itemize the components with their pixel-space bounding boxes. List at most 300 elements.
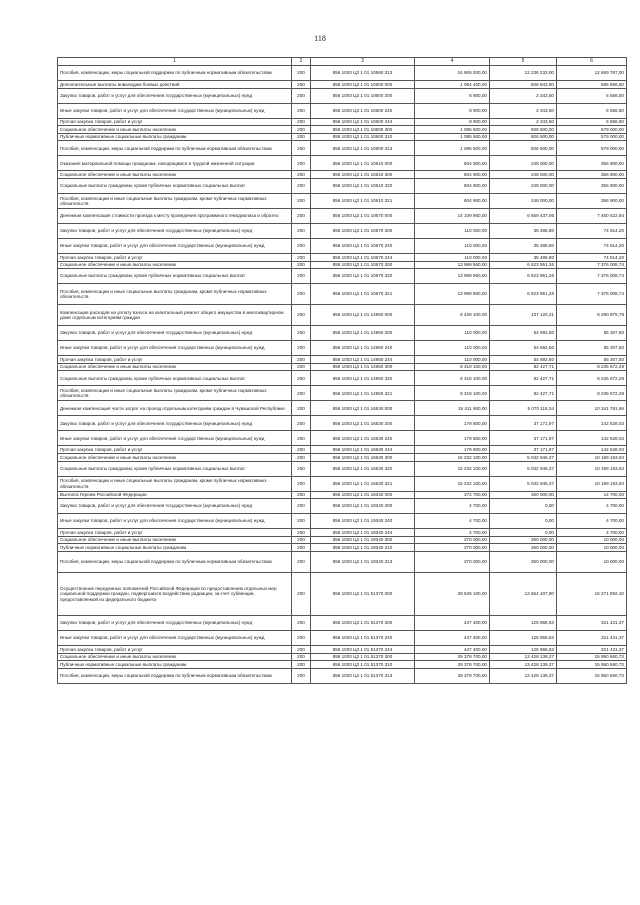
row-approved-amount-cell: 604 900,00 [415,156,490,171]
row-unexecuted-amount-cell: 321 431,37 [557,645,627,653]
row-name-cell: Пособия, компенсации и иные социальные выплаты гражданам, кроме публичных нормативных обязательств [58,386,292,401]
row-approved-amount-cell: 8 900,00 [415,88,490,103]
row-unexecuted-amount-cell: 142 628,03 [557,446,627,454]
row-classification-code-cell: 856 1003 Ц3 1 01 14950 200 [311,326,415,341]
row-executed-amount-cell: 2 343,50 [490,103,557,118]
table-row [58,371,627,386]
table-row [58,615,627,630]
row-classification-code-cell: 856 1003 Ц3 1 01 14950 320 [311,371,415,386]
table-row [58,356,627,364]
row-name-cell: Денежная компенсация стоимости проезда к месту проведения программного гемодиализа и обратно [58,208,292,223]
row-code-cell: 200 [292,118,311,126]
row-unexecuted-amount-cell: 7 450 522,94 [557,208,627,223]
row-classification-code-cell: 856 1003 Ц3 1 01 10670 321 [311,284,415,305]
table-row [58,363,627,371]
row-classification-code-cell: 856 1003 Ц3 1 01 10610 321 [311,193,415,208]
row-unexecuted-amount-cell: 4 700,00 [557,514,627,529]
row-executed-amount-cell: 6 623 951,26 [490,261,557,269]
row-approved-amount-cell: 1 085 500,00 [415,141,490,156]
row-name-cell: Прочая закупка товаров, работ и услуг [58,356,292,364]
row-code-cell: 200 [292,133,311,141]
row-code-cell: 200 [292,103,311,118]
row-classification-code-cell: 856 1003 Ц3 1 01 10670 000 [311,208,415,223]
row-unexecuted-amount-cell: 15 950 560,73 [557,661,627,669]
row-unexecuted-amount-cell: 74 514,20 [557,223,627,238]
row-unexecuted-amount-cell: 8 235 672,29 [557,363,627,371]
row-name-cell: Пособия, компенсации, меры социальной поддержки по публичным нормативным обязательствам [58,141,292,156]
row-unexecuted-amount-cell: 55 307,50 [557,326,627,341]
table-row [58,193,627,208]
row-classification-code-cell: 856 1003 Ц3 1 01 16530 320 [311,461,415,476]
row-name-cell: Иные закупки товаров, работ и услуг для обеспечения государственных (муниципальных) нужд [58,103,292,118]
row-executed-amount-cell: 2 343,50 [490,88,557,103]
table-row [58,88,627,103]
table-row [58,551,627,572]
row-code-cell: 200 [292,491,311,499]
row-classification-code-cell: 856 1003 Ц3 1 01 14950 321 [311,386,415,401]
row-executed-amount-cell: 6 623 951,26 [490,284,557,305]
table-row [58,141,627,156]
row-executed-amount-cell: 360 000,00 [490,544,557,552]
row-classification-code-cell: 856 1003 Ц3 1 01 19340 000 [311,491,415,499]
row-name-cell: Закупка товаров, работ и услуг для обеспечения государственных (муниципальных) нужд [58,223,292,238]
row-executed-amount-cell: 13 428 139,27 [490,653,557,661]
row-code-cell: 200 [292,363,311,371]
table-row [58,261,627,269]
row-executed-amount-cell: 82 427,71 [490,386,557,401]
row-approved-amount-cell: 1 085 500,00 [415,126,490,134]
row-approved-amount-cell: 14 109 960,00 [415,208,490,223]
row-code-cell: 200 [292,476,311,491]
row-approved-amount-cell: 179 800,00 [415,431,490,446]
row-classification-code-cell: 856 1003 Ц3 1 01 19340 300 [311,536,415,544]
table-row [58,171,627,179]
row-name-cell: Социальное обеспечение и иные выплаты населению [58,536,292,544]
column-header: 6 [557,58,627,66]
row-unexecuted-amount-cell: 6 556,50 [557,118,627,126]
row-approved-amount-cell: 8 318 100,00 [415,386,490,401]
row-name-cell: Социальные выплаты гражданам, кроме публичных нормативных социальных выплат [58,178,292,193]
row-unexecuted-amount-cell: 8 290 979,79 [557,305,627,326]
table-row [58,416,627,431]
row-name-cell: Закупка товаров, работ и услуг для обеспечения государственных (муниципальных) нужд [58,326,292,341]
row-classification-code-cell: 856 1003 Ц3 1 01 51370 244 [311,645,415,653]
row-executed-amount-cell: 82 427,71 [490,363,557,371]
row-name-cell: Иные закупки товаров, работ и услуг для обеспечения государственных (муниципальных) нужд [58,431,292,446]
row-unexecuted-amount-cell: 55 307,50 [557,356,627,364]
row-name-cell: Осуществление переданных полномочий Российской Федерации по предоставлению отдельных мер социальной поддержки граждан, подвергшихся воздействию радиации, за счет субвенции, предоставляемой из федерального бюджета [58,572,292,615]
table-row [58,491,627,499]
row-approved-amount-cell: 4 700,00 [415,499,490,514]
row-unexecuted-amount-cell: 8 235 672,29 [557,371,627,386]
table-row [58,386,627,401]
row-code-cell: 200 [292,284,311,305]
row-executed-amount-cell: 6 659 437,06 [490,208,557,223]
table-row [58,668,627,683]
column-header: 3 [311,58,415,66]
row-executed-amount-cell: 125 968,63 [490,615,557,630]
table-row [58,208,627,223]
row-executed-amount-cell: 506 500,00 [490,133,557,141]
row-name-cell: Прочая закупка товаров, работ и услуг [58,446,292,454]
row-executed-amount-cell: 0,00 [490,529,557,537]
row-classification-code-cell: 856 1003 Ц3 1 01 19340 313 [311,551,415,572]
row-code-cell: 200 [292,431,311,446]
row-classification-code-cell: 856 1003 Ц3 1 01 14950 300 [311,363,415,371]
row-name-cell: Денежная компенсация части затрат на проезд отдельным категориям граждан в Чувашской Республике [58,401,292,416]
table-row [58,536,627,544]
row-classification-code-cell: 856 1003 Ц3 1 01 10600 310 [311,133,415,141]
row-executed-amount-cell: 137 120,21 [490,305,557,326]
row-code-cell: 200 [292,193,311,208]
row-classification-code-cell: 856 1003 Ц3 1 01 51370 300 [311,653,415,661]
row-name-cell: Социальные выплаты гражданам, кроме публичных нормативных социальных выплат [58,269,292,284]
row-name-cell: Закупка товаров, работ и услуг для обеспечения государственных (муниципальных) нужд [58,88,292,103]
row-executed-amount-cell: 506 500,00 [490,141,557,156]
row-approved-amount-cell: 29 378 700,00 [415,653,490,661]
row-approved-amount-cell: 447 400,00 [415,630,490,645]
row-unexecuted-amount-cell: 10 000,00 [557,536,627,544]
row-code-cell: 200 [292,156,311,171]
row-unexecuted-amount-cell: 15 950 560,73 [557,653,627,661]
row-code-cell: 200 [292,401,311,416]
row-name-cell: Дополнительные выплаты инвалидам боевых действий [58,81,292,89]
row-approved-amount-cell: 110 000,00 [415,223,490,238]
row-name-cell: Прочая закупка товаров, работ и услуг [58,529,292,537]
row-classification-code-cell: 856 1003 Ц3 1 01 10600 313 [311,141,415,156]
row-executed-amount-cell: 13 428 139,27 [490,661,557,669]
row-code-cell: 200 [292,305,311,326]
row-approved-amount-cell: 4 700,00 [415,514,490,529]
row-unexecuted-amount-cell: 14 700,00 [557,491,627,499]
row-code-cell: 200 [292,208,311,223]
row-classification-code-cell: 856 1003 Ц3 1 01 10600 200 [311,88,415,103]
row-name-cell: Пособия, компенсации и иные социальные выплаты гражданам, кроме публичных нормативных обязательств [58,284,292,305]
row-approved-amount-cell: 29 378 700,00 [415,661,490,669]
row-unexecuted-amount-cell: 6 556,50 [557,88,627,103]
row-approved-amount-cell: 4 700,00 [415,529,490,537]
row-code-cell: 200 [292,141,311,156]
row-executed-amount-cell: 54 692,50 [490,341,557,356]
row-classification-code-cell: 856 1003 Ц3 1 01 10670 320 [311,269,415,284]
row-classification-code-cell: 856 1003 Ц3 1 01 14950 240 [311,341,415,356]
row-executed-amount-cell: 248 000,00 [490,156,557,171]
row-approved-amount-cell: 15 232 100,00 [415,476,490,491]
row-unexecuted-amount-cell: 10 199 153,63 [557,461,627,476]
row-unexecuted-amount-cell: 7 376 008,74 [557,261,627,269]
row-name-cell: Иные закупки товаров, работ и услуг для обеспечения государственных (муниципальных) нужд [58,238,292,253]
row-executed-amount-cell: 248 000,00 [490,193,557,208]
row-unexecuted-amount-cell: 10 341 781,66 [557,401,627,416]
row-code-cell: 200 [292,238,311,253]
row-approved-amount-cell: 110 000,00 [415,341,490,356]
row-executed-amount-cell: 2 343,50 [490,118,557,126]
budget-table [57,57,627,684]
row-executed-amount-cell: 125 968,63 [490,630,557,645]
row-code-cell: 200 [292,453,311,461]
row-approved-amount-cell: 370 000,00 [415,536,490,544]
row-code-cell: 200 [292,461,311,476]
row-executed-amount-cell: 248 000,00 [490,171,557,179]
row-name-cell: Публичные нормативные социальные выплаты гражданам [58,661,292,669]
row-approved-amount-cell: 15 232 100,00 [415,453,490,461]
row-code-cell: 200 [292,572,311,615]
row-approved-amount-cell: 447 400,00 [415,615,490,630]
row-executed-amount-cell: 35 485,80 [490,238,557,253]
row-code-cell: 200 [292,653,311,661]
table-row [58,514,627,529]
row-name-cell: Компенсация расходов на уплату взноса на капитальный ремонт общего имущества в многоквартирном доме отдельным категориям граждан [58,305,292,326]
table-row [58,630,627,645]
row-code-cell: 200 [292,630,311,645]
row-unexecuted-amount-cell: 10 000,00 [557,551,627,572]
row-unexecuted-amount-cell: 74 514,20 [557,253,627,261]
table-row [58,661,627,669]
row-name-cell: Пособия, компенсации, меры социальной поддержки по публичным нормативным обязательствам [58,668,292,683]
table-row [58,223,627,238]
row-name-cell: Иные закупки товаров, работ и услуг для обеспечения государственных (муниципальных) нужд [58,514,292,529]
row-classification-code-cell: 856 1003 Ц3 1 01 16530 200 [311,416,415,431]
row-classification-code-cell: 856 1003 Ц3 1 01 19340 244 [311,529,415,537]
table-row [58,66,627,81]
table-row [58,341,627,356]
row-name-cell: Пособия, компенсации и иные социальные выплаты гражданам, кроме публичных нормативных обязательств [58,193,292,208]
row-approved-amount-cell: 13 999 960,00 [415,261,490,269]
row-classification-code-cell: 856 1003 Ц3 1 01 51370 200 [311,615,415,630]
row-name-cell: Социальные выплаты гражданам, кроме публичных нормативных социальных выплат [58,371,292,386]
row-unexecuted-amount-cell: 579 000,00 [557,133,627,141]
row-executed-amount-cell: 508 843,50 [490,81,557,89]
table-row [58,645,627,653]
row-code-cell: 200 [292,371,311,386]
row-approved-amount-cell: 8 428 100,00 [415,305,490,326]
table-row [58,253,627,261]
row-code-cell: 200 [292,356,311,364]
row-unexecuted-amount-cell: 356 900,00 [557,171,627,179]
row-code-cell: 200 [292,668,311,683]
row-classification-code-cell: 856 1003 Ц3 1 01 14950 000 [311,305,415,326]
row-name-cell: Закупка товаров, работ и услуг для обеспечения государственных (муниципальных) нужд [58,499,292,514]
table-row [58,305,627,326]
row-executed-amount-cell: 5 070 118,34 [490,401,557,416]
row-unexecuted-amount-cell: 356 900,00 [557,178,627,193]
row-executed-amount-cell: 37 171,97 [490,416,557,431]
row-unexecuted-amount-cell: 579 000,00 [557,141,627,156]
row-unexecuted-amount-cell: 579 000,00 [557,126,627,134]
row-name-cell: Социальное обеспечение и иные выплаты населению [58,653,292,661]
row-unexecuted-amount-cell: 4 700,00 [557,529,627,537]
row-name-cell: Прочая закупка товаров, работ и услуг [58,645,292,653]
row-unexecuted-amount-cell: 15 950 560,73 [557,668,627,683]
table-row [58,544,627,552]
row-name-cell: Социальное обеспечение и иные выплаты населению [58,171,292,179]
row-code-cell: 200 [292,171,311,179]
table-row [58,156,627,171]
row-approved-amount-cell: 110 000,00 [415,326,490,341]
row-code-cell: 200 [292,386,311,401]
row-approved-amount-cell: 13 999 960,00 [415,269,490,284]
table-row [58,446,627,454]
row-code-cell: 200 [292,514,311,529]
row-code-cell: 200 [292,615,311,630]
table-row [58,499,627,514]
row-classification-code-cell: 856 1003 Ц3 1 01 16530 240 [311,431,415,446]
table-row [58,118,627,126]
row-unexecuted-amount-cell: 7 376 008,74 [557,284,627,305]
row-code-cell: 200 [292,126,311,134]
row-classification-code-cell: 856 1003 Ц3 1 01 10670 240 [311,238,415,253]
row-code-cell: 200 [292,536,311,544]
row-name-cell: Прочая закупка товаров, работ и услуг [58,253,292,261]
row-name-cell: Иные закупки товаров, работ и услуг для обеспечения государственных (муниципальных) нужд [58,630,292,645]
row-code-cell: 200 [292,341,311,356]
table-row [58,178,627,193]
column-header: 5 [490,58,557,66]
row-approved-amount-cell: 29 626 100,00 [415,572,490,615]
row-unexecuted-amount-cell: 356 900,00 [557,156,627,171]
row-executed-amount-cell: 125 968,63 [490,645,557,653]
row-classification-code-cell: 856 1003 Ц3 1 01 10600 244 [311,118,415,126]
table-body [58,66,627,684]
row-unexecuted-amount-cell: 142 628,03 [557,416,627,431]
row-code-cell: 200 [292,223,311,238]
row-classification-code-cell: 856 1003 Ц3 1 01 51370 313 [311,668,415,683]
row-name-cell: Социальное обеспечение и иные выплаты населению [58,261,292,269]
row-code-cell: 200 [292,551,311,572]
row-unexecuted-amount-cell: 321 431,37 [557,630,627,645]
row-code-cell: 200 [292,499,311,514]
row-name-cell: Закупка товаров, работ и услуг для обеспечения государственных (муниципальных) нужд [58,615,292,630]
column-number-row [58,58,627,66]
row-executed-amount-cell: 37 171,97 [490,431,557,446]
row-classification-code-cell: 856 1003 Ц3 1 01 51370 240 [311,630,415,645]
row-classification-code-cell: 856 1003 Ц3 1 01 16530 300 [311,453,415,461]
row-code-cell: 200 [292,645,311,653]
row-executed-amount-cell: 12 236 233,00 [490,66,557,81]
row-executed-amount-cell: 13 428 139,27 [490,668,557,683]
row-approved-amount-cell: 8 900,00 [415,103,490,118]
row-classification-code-cell: 856 1003 Ц3 1 01 10600 000 [311,81,415,89]
table-row [58,238,627,253]
row-classification-code-cell: 856 1003 Ц3 1 01 16530 244 [311,446,415,454]
row-code-cell: 200 [292,326,311,341]
row-unexecuted-amount-cell: 321 431,37 [557,615,627,630]
row-approved-amount-cell: 15 411 900,00 [415,401,490,416]
row-classification-code-cell: 856 1003 Ц3 1 01 14950 244 [311,356,415,364]
row-classification-code-cell: 856 1003 Ц3 1 01 10590 313 [311,66,415,81]
table-row [58,401,627,416]
row-approved-amount-cell: 179 800,00 [415,416,490,431]
row-approved-amount-cell: 604 900,00 [415,193,490,208]
row-executed-amount-cell: 5 032 946,37 [490,461,557,476]
row-unexecuted-amount-cell: 55 307,50 [557,341,627,356]
row-approved-amount-cell: 370 000,00 [415,544,490,552]
row-unexecuted-amount-cell: 10 000,00 [557,544,627,552]
row-executed-amount-cell: 360 000,00 [490,491,557,499]
row-approved-amount-cell: 604 900,00 [415,178,490,193]
row-name-cell: Публичные нормативные социальные выплаты гражданам [58,544,292,552]
row-classification-code-cell: 856 1003 Ц3 1 01 10610 320 [311,178,415,193]
row-approved-amount-cell: 374 700,00 [415,491,490,499]
row-executed-amount-cell: 13 554 107,90 [490,572,557,615]
table-row [58,461,627,476]
row-classification-code-cell: 856 1003 Ц3 1 01 10610 300 [311,171,415,179]
row-classification-code-cell: 856 1003 Ц3 1 01 19340 240 [311,514,415,529]
row-approved-amount-cell: 24 906 000,00 [415,66,490,81]
row-approved-amount-cell: 110 000,00 [415,356,490,364]
row-name-cell: Закупка товаров, работ и услуг для обеспечения государственных (муниципальных) нужд [58,416,292,431]
row-classification-code-cell: 856 1003 Ц3 1 01 10610 000 [311,156,415,171]
row-classification-code-cell: 856 1003 Ц3 1 01 16530 321 [311,476,415,491]
row-name-cell: Социальное обеспечение и иные выплаты населению [58,453,292,461]
row-unexecuted-amount-cell: 4 700,00 [557,499,627,514]
row-classification-code-cell: 856 1003 Ц3 1 01 51370 000 [311,572,415,615]
row-classification-code-cell: 856 1003 Ц3 1 01 10670 200 [311,223,415,238]
row-code-cell: 200 [292,661,311,669]
row-name-cell: Выплата Героям Российской Федерации [58,491,292,499]
row-unexecuted-amount-cell: 12 669 767,00 [557,66,627,81]
row-unexecuted-amount-cell: 585 556,50 [557,81,627,89]
row-code-cell: 200 [292,269,311,284]
row-unexecuted-amount-cell: 10 199 153,63 [557,476,627,491]
row-code-cell: 200 [292,66,311,81]
row-code-cell: 200 [292,253,311,261]
row-code-cell: 200 [292,529,311,537]
row-name-cell: Оказание материальной помощи гражданам, находящимся в трудной жизненной ситуации [58,156,292,171]
row-classification-code-cell: 856 1003 Ц3 1 01 10600 240 [311,103,415,118]
page-number: 118 [314,34,326,43]
table-row [58,103,627,118]
table-row [58,653,627,661]
row-classification-code-cell: 856 1003 Ц3 1 01 51370 310 [311,661,415,669]
column-header: 2 [292,58,311,66]
row-approved-amount-cell: 13 999 960,00 [415,284,490,305]
table-row [58,476,627,491]
row-executed-amount-cell: 5 032 946,37 [490,453,557,461]
row-code-cell: 200 [292,446,311,454]
row-code-cell: 200 [292,416,311,431]
table-row [58,269,627,284]
row-name-cell: Социальные выплаты гражданам, кроме публичных нормативных социальных выплат [58,461,292,476]
row-code-cell: 200 [292,88,311,103]
row-executed-amount-cell: 0,00 [490,514,557,529]
row-classification-code-cell: 856 1003 Ц3 1 01 10670 244 [311,253,415,261]
row-approved-amount-cell: 604 900,00 [415,171,490,179]
row-unexecuted-amount-cell: 6 556,50 [557,103,627,118]
row-name-cell: Пособия, компенсации, меры социальной поддержки по публичным нормативным обязательствам [58,551,292,572]
row-executed-amount-cell: 360 000,00 [490,551,557,572]
table-row [58,529,627,537]
row-approved-amount-cell: 1 085 500,00 [415,133,490,141]
row-executed-amount-cell: 5 032 946,37 [490,476,557,491]
row-name-cell: Социальное обеспечение и иные выплаты населению [58,363,292,371]
row-approved-amount-cell: 8 318 100,00 [415,363,490,371]
row-classification-code-cell: 856 1003 Ц3 1 01 19340 200 [311,499,415,514]
row-executed-amount-cell: 248 000,00 [490,178,557,193]
row-approved-amount-cell: 447 400,00 [415,645,490,653]
row-approved-amount-cell: 110 000,00 [415,238,490,253]
row-classification-code-cell: 856 1003 Ц3 1 01 10670 300 [311,261,415,269]
row-approved-amount-cell: 179 800,00 [415,446,490,454]
table-row [58,133,627,141]
row-approved-amount-cell: 1 094 400,00 [415,81,490,89]
row-executed-amount-cell: 54 692,50 [490,326,557,341]
row-classification-code-cell: 856 1003 Ц3 1 01 19340 310 [311,544,415,552]
row-classification-code-cell: 856 1003 Ц3 1 01 10600 300 [311,126,415,134]
row-code-cell: 200 [292,261,311,269]
row-unexecuted-amount-cell: 356 900,00 [557,193,627,208]
row-executed-amount-cell: 35 485,80 [490,223,557,238]
